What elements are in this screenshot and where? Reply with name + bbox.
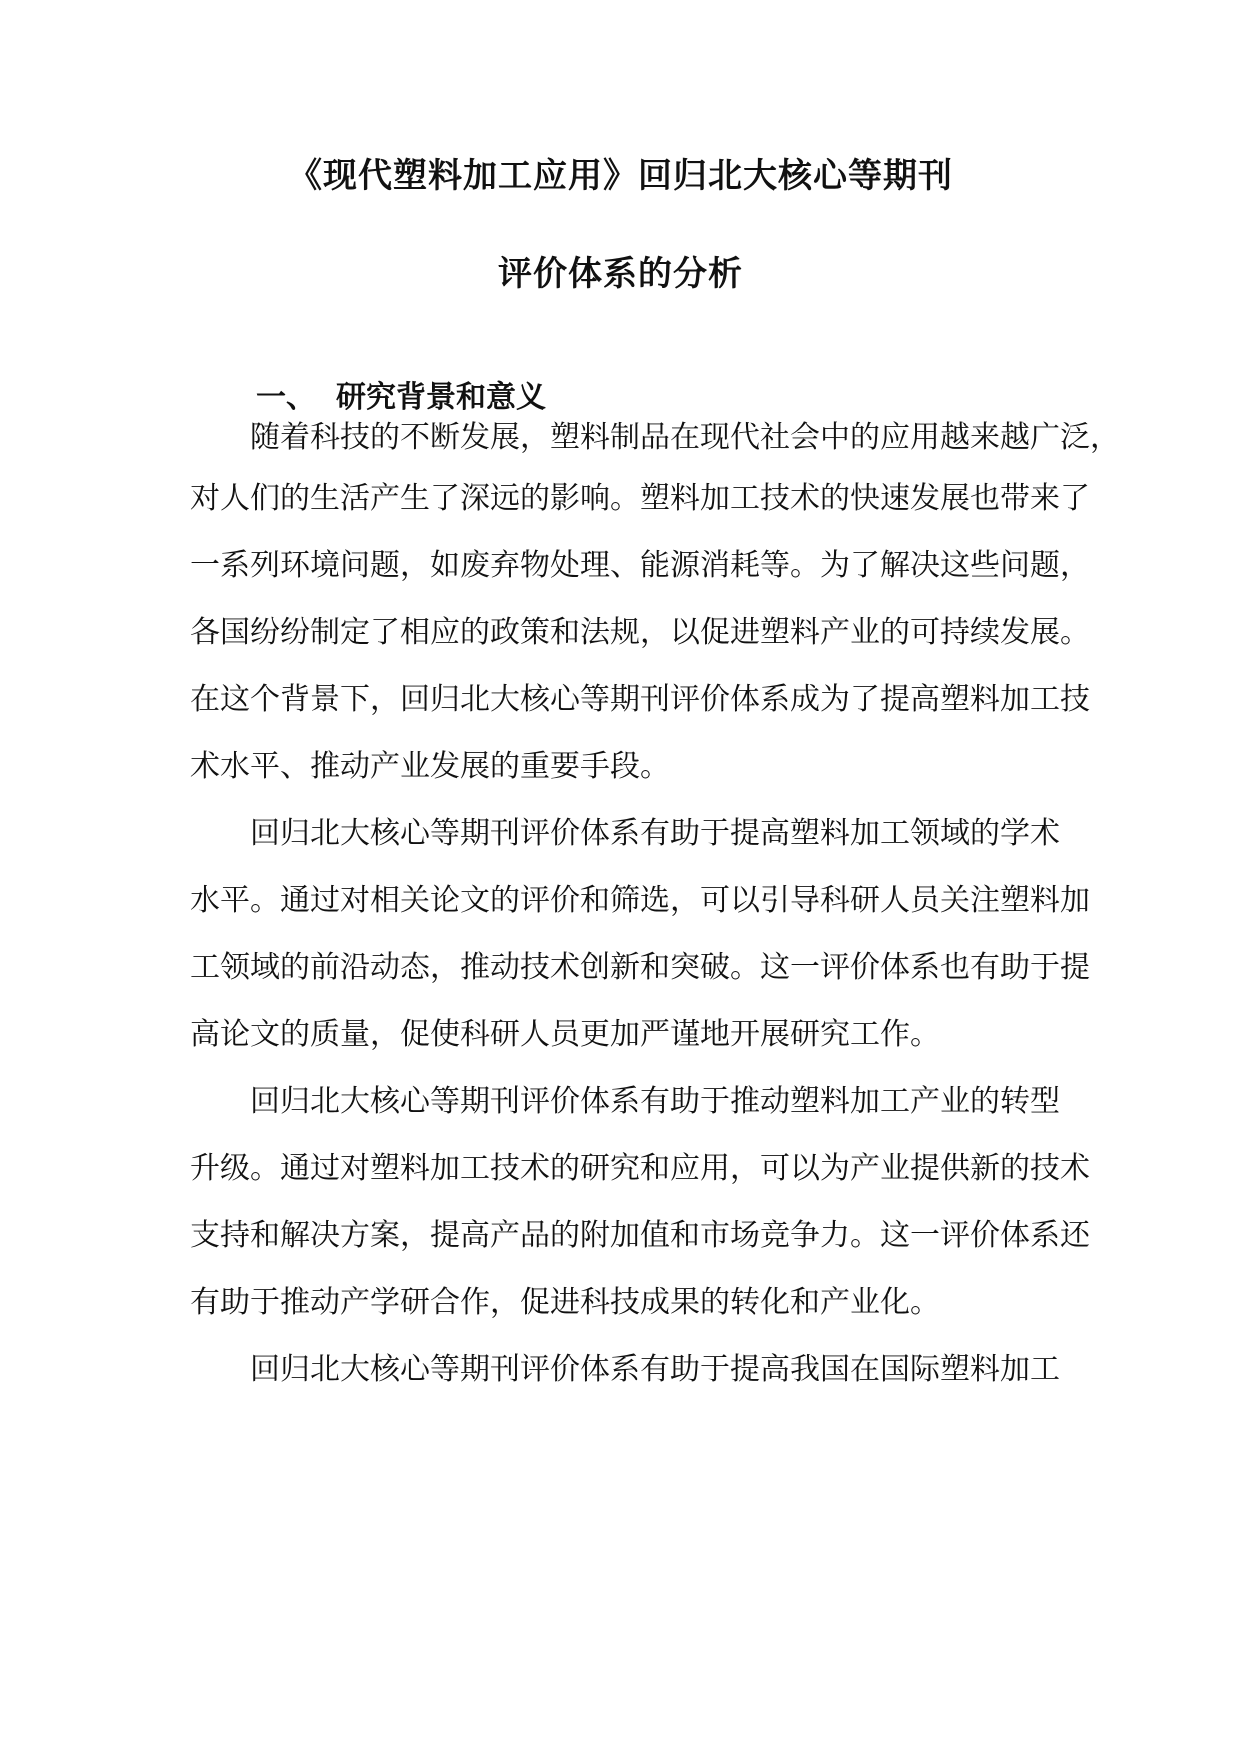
paragraph-line: 工领域的前沿动态，推动技术创新和突破。这一评价体系也有助于提 bbox=[190, 950, 1090, 985]
section-heading-text: 研究背景和意义 bbox=[336, 380, 546, 415]
paragraph-line: 一系列环境问题，如废弃物处理、能源消耗等。为了解决这些问题， bbox=[190, 548, 1090, 583]
paragraph-line: 在这个背景下，回归北大核心等期刊评价体系成为了提高塑料加工技 bbox=[190, 682, 1090, 717]
section-number: 一、 bbox=[256, 380, 316, 415]
paragraph-line: 随着科技的不断发展，塑料制品在现代社会中的应用越来越广泛， bbox=[250, 420, 1120, 455]
document-title-line-1: 《现代塑料加工应用》回归北大核心等期刊 bbox=[288, 156, 953, 196]
paragraph-line: 回归北大核心等期刊评价体系有助于提高我国在国际塑料加工 bbox=[250, 1352, 1060, 1387]
paragraph-line: 有助于推动产学研合作，促进科技成果的转化和产业化。 bbox=[190, 1285, 940, 1320]
section-heading bbox=[256, 378, 546, 418]
paragraph-line: 回归北大核心等期刊评价体系有助于提高塑料加工领域的学术 bbox=[250, 816, 1060, 851]
paragraph-line: 水平。通过对相关论文的评价和筛选，可以引导科研人员关注塑料加 bbox=[190, 883, 1090, 918]
paragraph-line: 高论文的质量，促使科研人员更加严谨地开展研究工作。 bbox=[190, 1017, 940, 1052]
paragraph-line: 术水平、推动产业发展的重要手段。 bbox=[190, 749, 670, 784]
paragraph-line: 各国纷纷制定了相应的政策和法规，以促进塑料产业的可持续发展。 bbox=[190, 615, 1090, 650]
document-title-line-2: 评价体系的分析 bbox=[498, 254, 743, 294]
paragraph-line: 回归北大核心等期刊评价体系有助于推动塑料加工产业的转型 bbox=[250, 1084, 1060, 1119]
paragraph-line: 支持和解决方案，提高产品的附加值和市场竞争力。这一评价体系还 bbox=[190, 1218, 1090, 1253]
paragraph-line: 对人们的生活产生了深远的影响。塑料加工技术的快速发展也带来了 bbox=[190, 481, 1090, 516]
paragraph-line: 升级。通过对塑料加工技术的研究和应用，可以为产业提供新的技术 bbox=[190, 1151, 1090, 1186]
